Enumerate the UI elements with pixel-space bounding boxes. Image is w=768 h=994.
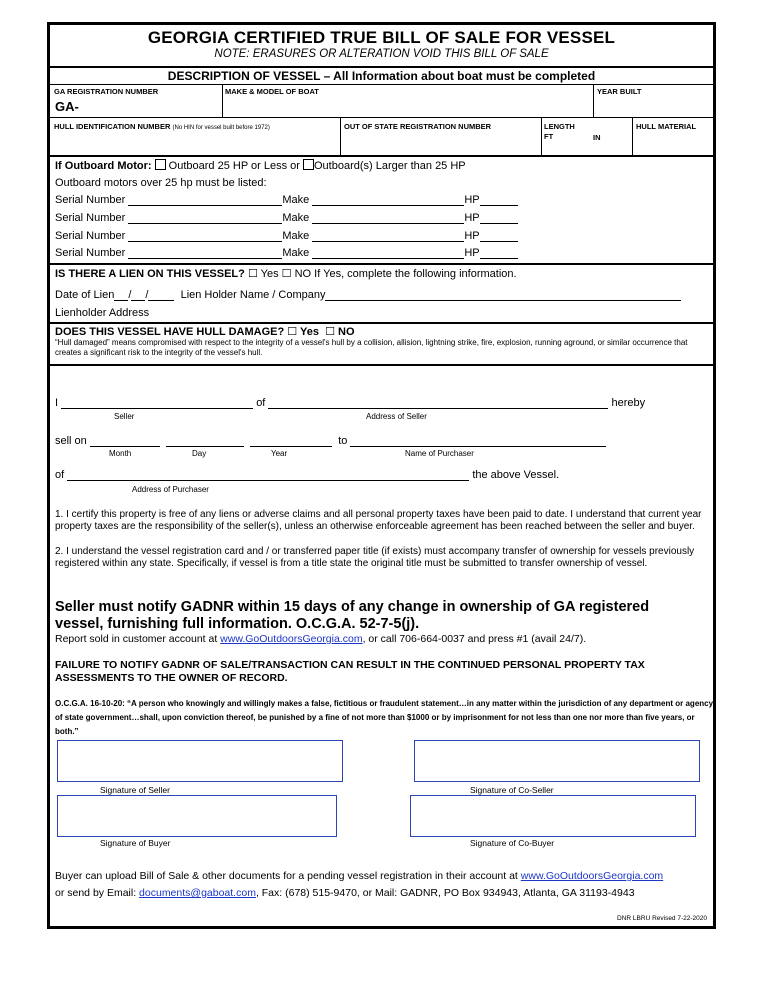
footer-email-text: or send by Email: [55, 887, 137, 899]
sale-year-field[interactable] [250, 435, 332, 447]
hp-label: HP [464, 247, 480, 259]
seller-row [55, 397, 645, 409]
seller-signature-caption: Signature of Seller [100, 785, 170, 795]
address-purchaser-caption: Address of Purchaser [132, 485, 209, 494]
hp-label: HP [464, 194, 480, 206]
purchaser-address-row [55, 469, 559, 481]
day-caption: Day [192, 449, 207, 458]
motor-row [55, 230, 518, 242]
cobuyer-signature-caption: Signature of Co-Buyer [470, 838, 555, 848]
sale-hereby: hereby [611, 397, 646, 409]
hp-field[interactable] [480, 194, 518, 206]
damage-question-row [55, 325, 355, 338]
lien-holder-field[interactable] [325, 289, 681, 301]
buyer-signature-field[interactable] [57, 795, 337, 837]
coseller-signature-caption: Signature of Co-Seller [470, 785, 554, 795]
hin-note: (No HIN for vessel built before 1972) [172, 125, 270, 131]
divider [50, 117, 713, 118]
make-label: Make [282, 194, 310, 206]
damage-yes-checkbox[interactable]: ☐ Yes [287, 326, 319, 338]
failure-warning: FAILURE TO NOTIFY GADNR OF SALE/TRANSACTION CAN RESULT IN THE CONTINUED PERSONAL PROPERTY TAX ASSESSMENTS TO THE OWNER OF RECORD. [55, 659, 645, 684]
serial-label: Serial Number [55, 194, 126, 206]
address-seller-caption: Address of Seller [366, 412, 427, 421]
year-caption: Year [271, 449, 288, 458]
divider [222, 84, 223, 117]
make-model-label: MAKE & MODEL OF BOAT [225, 87, 319, 96]
gooutdoors-link[interactable]: www.GoOutdoorsGeorgia.com [220, 633, 363, 645]
motor-row [55, 247, 518, 259]
seller-signature-field[interactable] [57, 740, 343, 782]
outboard-25-or-less-checkbox[interactable] [155, 159, 166, 170]
year-built-label: YEAR BUILT [597, 87, 642, 96]
hp-field[interactable] [480, 212, 518, 224]
divider [541, 117, 542, 155]
purchaser-address-field[interactable] [67, 469, 469, 481]
ga-registration-label: GA REGISTRATION NUMBER [54, 87, 159, 96]
make-label: Make [282, 212, 310, 224]
month-caption: Month [109, 449, 132, 458]
hp-field[interactable] [480, 230, 518, 242]
outboard-larger-checkbox[interactable] [303, 159, 314, 170]
ocga-statement: O.C.G.A. 16-10-20: “A person who knowingly and willingly makes a false, fictitious or fraudulent statement…in any matter within the jurisdiction of any department or agency of state government…shall, upon conviction thereof, be punished by a fine of not more than $1000 or by imprisonment for not less than one nor more than five years, or both.” [55, 699, 714, 736]
damage-definition: “Hull damaged” means compromised with respect to the integrity of a vessel's hull by a collision, allision, lightning strike, fire, explosion, running aground, or similar occurrence that creates a significant risk to the integrity of the vessel's hull. [55, 338, 688, 357]
footer-contact-text: , Fax: (678) 515-9470, or Mail: GADNR, PO Box 934943, Atlanta, GA 31193-4943 [255, 887, 635, 899]
serial-label: Serial Number [55, 230, 126, 242]
lien-month-field[interactable] [114, 289, 128, 301]
length-ft-label: FT [544, 132, 554, 141]
sale-i: I [55, 397, 59, 409]
lien-question: IS THERE A LIEN ON THIS VESSEL? [55, 268, 245, 280]
sale-day-field[interactable] [166, 435, 244, 447]
make-model-field[interactable] [226, 95, 591, 115]
lien-date-label: Date of Lien [55, 289, 115, 301]
serial-label: Serial Number [55, 247, 126, 259]
sell-on-row [55, 435, 606, 447]
divider [50, 155, 713, 157]
lien-instruction: If Yes, complete the following information. [314, 268, 517, 280]
certification-1: 1. I certify this property is free of any liens or adverse claims and all personal property taxes have been paid to date. I understand that current year property taxes are the responsibility of the seller(s), unless an otherwise enforceable agreement has been reached between the seller and buyer. [55, 509, 702, 532]
form-title: GEORGIA CERTIFIED TRUE BILL OF SALE FOR VESSEL [147, 28, 616, 47]
report-line [55, 633, 586, 645]
make-label: Make [282, 247, 310, 259]
divider [50, 263, 713, 265]
divider [50, 364, 713, 366]
make-label: Make [282, 230, 310, 242]
hp-label: HP [464, 212, 480, 224]
sale-of: of [256, 397, 266, 409]
divider [50, 84, 713, 85]
purchaser-name-field[interactable] [350, 435, 606, 447]
footer-line-1 [55, 870, 663, 882]
motor-row [55, 212, 518, 224]
year-built-field[interactable] [597, 95, 712, 115]
length-label: LENGTH [544, 122, 575, 131]
out-of-state-label: OUT OF STATE REGISTRATION NUMBER [344, 122, 492, 131]
lien-year-field[interactable] [148, 289, 174, 301]
serial-number-field[interactable] [128, 247, 282, 259]
lien-question-row [55, 267, 517, 280]
above-vessel-text: the above Vessel. [472, 469, 560, 481]
coseller-signature-field[interactable] [414, 740, 700, 782]
buyer-signature-caption: Signature of Buyer [100, 838, 171, 848]
sale-month-field[interactable] [90, 435, 160, 447]
divider [632, 117, 633, 155]
divider [50, 322, 713, 324]
lien-holder-label: Lien Holder Name / Company [180, 289, 326, 301]
lien-address-label: Lienholder Address [55, 307, 150, 319]
serial-number-field[interactable] [128, 230, 282, 242]
report-text: Report sold in customer account at [55, 633, 218, 645]
seller-caption: Seller [114, 412, 135, 421]
footer-email-link[interactable]: documents@gaboat.com [139, 887, 256, 899]
damage-question: DOES THIS VESSEL HAVE HULL DAMAGE? [55, 326, 285, 338]
hin-label-text: HULL IDENTIFICATION NUMBER [54, 122, 171, 131]
hull-material-label: HULL MATERIAL [636, 122, 697, 131]
outboard-opt2-label: Outboard(s) Larger than 25 HP [314, 160, 466, 172]
serial-label: Serial Number [55, 212, 126, 224]
outboard-opt1-label: Outboard 25 HP or Less or [168, 160, 300, 172]
footer-upload-text: Buyer can upload Bill of Sale & other documents for a pending vessel registration in their account at [55, 870, 518, 882]
serial-number-field[interactable] [128, 194, 282, 206]
hin-label [54, 122, 270, 131]
outboard-instruction: Outboard motors over 25 hp must be listed: [55, 177, 267, 189]
lien-day-field[interactable] [131, 289, 145, 301]
report-phone-text: , or call 706-664-0037 and press #1 (avail 24/7). [362, 633, 587, 645]
out-of-state-field[interactable] [344, 133, 539, 153]
notify-statement: Seller must notify GADNR within 15 days of any change in ownership of GA registered vessel, furnishing full information. O.C.G.A. 52-7-5(j). [55, 599, 650, 632]
hull-material-field[interactable] [636, 133, 711, 153]
footer-line-2 [55, 887, 635, 899]
make-field[interactable] [312, 212, 464, 224]
form-note: NOTE: ERASURES OR ALTERATION VOID THIS BILL OF SALE [214, 48, 549, 60]
make-field[interactable] [312, 247, 464, 259]
outboard-heading: If Outboard Motor: [55, 160, 152, 172]
sale-of-2: of [55, 469, 65, 481]
outboard-options [55, 159, 466, 172]
certification-2: 2. I understand the vessel registration card and / or transferred paper title (if exists) must accompany transfer of ownership for vessels previously registered within any state. Specifically, if vessel is from a title state the original title must be submitted to transfer ownership of vessel. [55, 546, 695, 569]
hp-field[interactable] [480, 247, 518, 259]
hin-field[interactable] [54, 133, 339, 153]
ga-registration-field[interactable]: GA- [55, 99, 79, 114]
sale-to: to [338, 435, 348, 447]
length-in-label: IN [593, 133, 601, 142]
divider [50, 66, 713, 68]
seller-name-field[interactable] [61, 397, 253, 409]
make-field[interactable] [312, 230, 464, 242]
lien-date-row: Date of Lien / / Lien Holder Name / Company [55, 289, 681, 301]
hp-label: HP [464, 230, 480, 242]
divider [593, 84, 594, 117]
sell-on-label: sell on [55, 435, 87, 447]
motor-row [55, 194, 518, 206]
purchaser-caption: Name of Purchaser [405, 449, 474, 458]
damage-no-checkbox[interactable]: ☐ NO [325, 326, 355, 338]
footer-gooutdoors-link[interactable]: www.GoOutdoorsGeorgia.com [520, 870, 664, 882]
cobuyer-signature-field[interactable] [410, 795, 696, 837]
make-field[interactable] [312, 194, 464, 206]
revision-note: DNR LBRU Revised 7-22-2020 [617, 915, 707, 922]
divider [340, 117, 341, 155]
section-title: DESCRIPTION OF VESSEL – All Information about boat must be completed [167, 69, 596, 83]
lien-yes-checkbox[interactable]: ☐ Yes [247, 268, 279, 280]
lien-address-row [55, 307, 149, 319]
seller-address-field[interactable] [268, 397, 608, 409]
bill-of-sale-form [47, 22, 716, 929]
lien-no-checkbox[interactable]: ☐ NO [281, 268, 312, 280]
serial-number-field[interactable] [128, 212, 282, 224]
